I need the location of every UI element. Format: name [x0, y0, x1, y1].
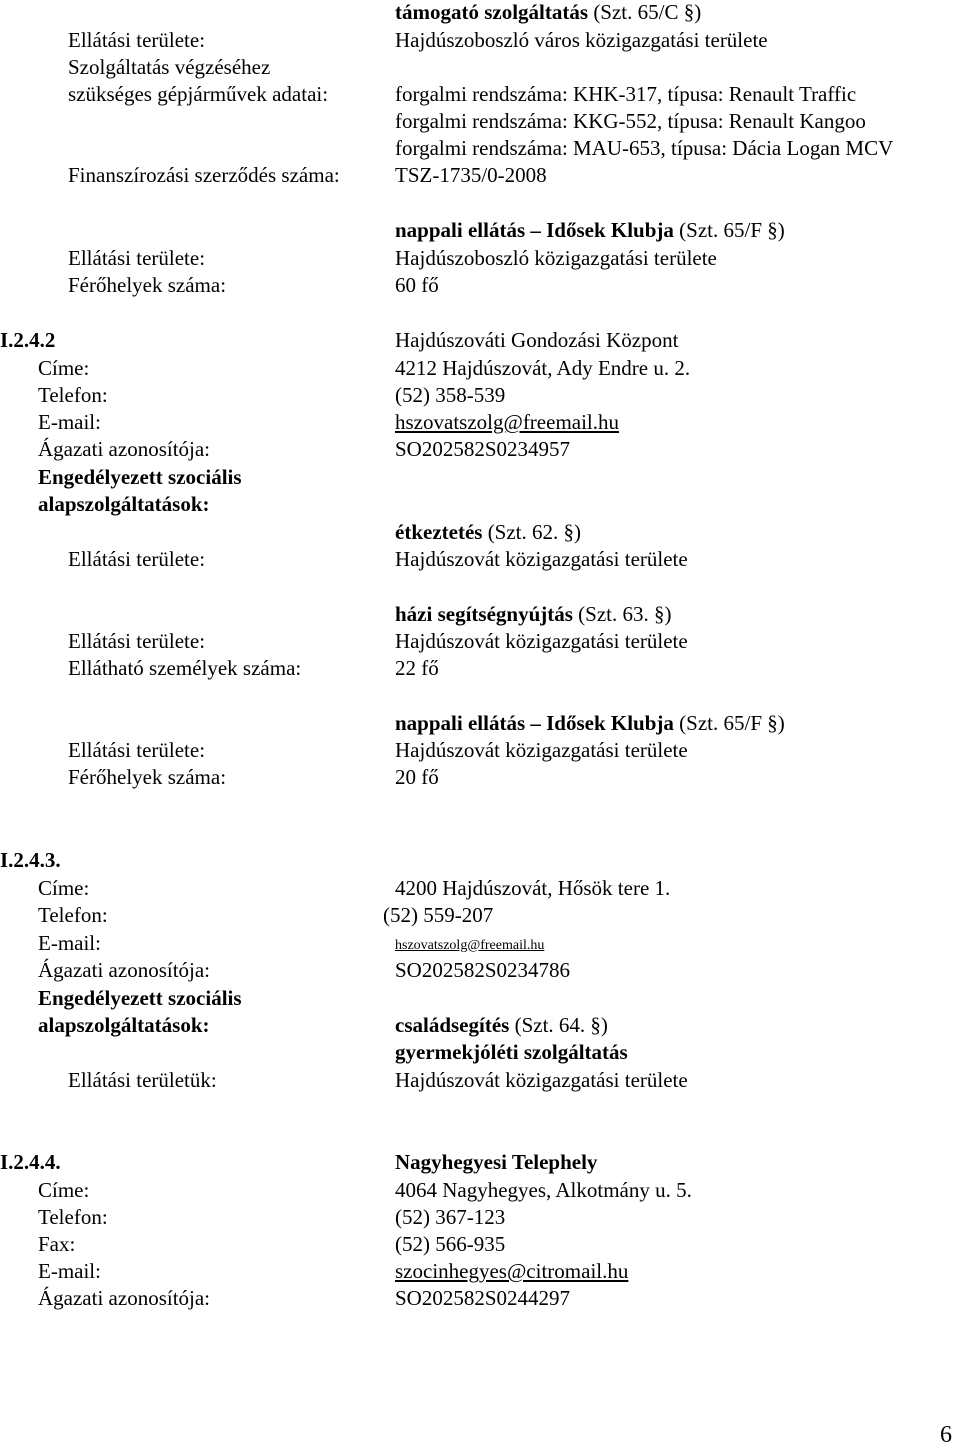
field-value: Hajdúszoboszló város közigazgatási területe — [395, 28, 768, 52]
unit-name: Nagyhegyesi Telephely — [395, 1150, 598, 1174]
field-label: Ágazati azonosítója: — [38, 437, 211, 461]
email-link[interactable]: hszovatszolg@freemail.hu — [395, 410, 620, 434]
service-title: nappali ellátás – Idősek Klubja (Szt. 65/F §) — [395, 711, 785, 735]
field-label: Telefon: — [38, 383, 108, 407]
field-label: Telefon: — [38, 1205, 108, 1229]
field-value: Hajdúszovát közigazgatási területe — [395, 547, 688, 571]
vehicle-line: forgalmi rendszáma: MAU-653, típusa: Dácia Logan MCV — [395, 136, 894, 160]
section-id: I.2.4.2 — [0, 328, 56, 352]
field-value: SO202582S0244297 — [395, 1286, 571, 1310]
field-value: 20 fő — [395, 765, 439, 789]
field-value: 22 fő — [395, 656, 439, 680]
field-value: TSZ-1735/0-2008 — [395, 163, 547, 187]
field-label: Ellátási területe: — [68, 28, 206, 52]
field-label: Telefon: — [38, 903, 108, 927]
field-value: 4212 Hajdúszovát, Ady Endre u. 2. — [395, 356, 691, 380]
section-id: I.2.4.3. — [0, 848, 61, 872]
field-label: Ellátható személyek száma: — [68, 656, 302, 680]
field-label: Engedélyezett szociális — [38, 986, 242, 1010]
field-label: szükséges gépjárművek adatai: — [68, 82, 329, 106]
page-number: 6 — [940, 1422, 952, 1448]
field-label: Ellátási területe: — [68, 246, 206, 270]
service-title: támogató szolgáltatás (Szt. 65/C §) — [395, 0, 702, 24]
unit-name: Hajdúszováti Gondozási Központ — [395, 328, 679, 352]
field-value: (52) 367-123 — [395, 1205, 506, 1229]
field-label: E-mail: — [38, 410, 101, 434]
field-label: Címe: — [38, 876, 90, 900]
field-value: Hajdúszovát közigazgatási területe — [395, 738, 688, 762]
service-title: gyermekjóléti szolgáltatás — [395, 1040, 628, 1064]
email-link[interactable]: szocinhegyes@citromail.hu — [395, 1259, 629, 1283]
field-label: Férőhelyek száma: — [68, 273, 227, 297]
field-label: Engedélyezett szociális — [38, 465, 242, 489]
field-value: (52) 358-539 — [395, 383, 506, 407]
field-label: Finanszírozási szerződés száma: — [68, 163, 340, 187]
field-value: Hajdúszovát közigazgatási területe — [395, 1068, 688, 1092]
service-title: családsegítés (Szt. 64. §) — [395, 1013, 608, 1037]
service-title: nappali ellátás – Idősek Klubja (Szt. 65/F §) — [395, 218, 785, 242]
field-label: Ellátási területe: — [68, 738, 206, 762]
field-label: Címe: — [38, 356, 90, 380]
field-label: Címe: — [38, 1178, 90, 1202]
field-label: Ellátási területe: — [68, 547, 206, 571]
email-link[interactable]: hszovatszolg@freemail.hu — [395, 938, 545, 953]
field-label: Fax: — [38, 1232, 76, 1256]
field-label: Ellátási területük: — [68, 1068, 217, 1092]
field-label: Ágazati azonosítója: — [38, 1286, 211, 1310]
vehicle-line: forgalmi rendszáma: KKG-552, típusa: Renault Kangoo — [395, 109, 866, 133]
field-value: SO202582S0234786 — [395, 958, 571, 982]
field-value: Hajdúszoboszló közigazgatási területe — [395, 246, 717, 270]
field-label: E-mail: — [38, 931, 101, 955]
field-value: 60 fő — [395, 273, 439, 297]
field-label: alapszolgáltatások: — [38, 492, 210, 516]
field-value: SO202582S0234957 — [395, 437, 571, 461]
field-label: E-mail: — [38, 1259, 101, 1283]
service-title: házi segítségnyújtás (Szt. 63. §) — [395, 602, 672, 626]
field-label: Ellátási területe: — [68, 629, 206, 653]
field-label: Férőhelyek száma: — [68, 765, 227, 789]
field-value: 4064 Nagyhegyes, Alkotmány u. 5. — [395, 1178, 692, 1202]
field-value: (52) 559-207 — [383, 903, 494, 927]
field-value: (52) 566-935 — [395, 1232, 506, 1256]
field-label: Szolgáltatás végzéséhez — [68, 55, 271, 79]
field-value: Hajdúszovát közigazgatási területe — [395, 629, 688, 653]
field-label: alapszolgáltatások: — [38, 1013, 210, 1037]
section-id: I.2.4.4. — [0, 1150, 61, 1174]
vehicle-line: forgalmi rendszáma: KHK-317, típusa: Renault Traffic — [395, 82, 857, 106]
field-label: Ágazati azonosítója: — [38, 958, 211, 982]
field-value: 4200 Hajdúszovát, Hősök tere 1. — [395, 876, 671, 900]
service-title: étkeztetés (Szt. 62. §) — [395, 520, 582, 544]
